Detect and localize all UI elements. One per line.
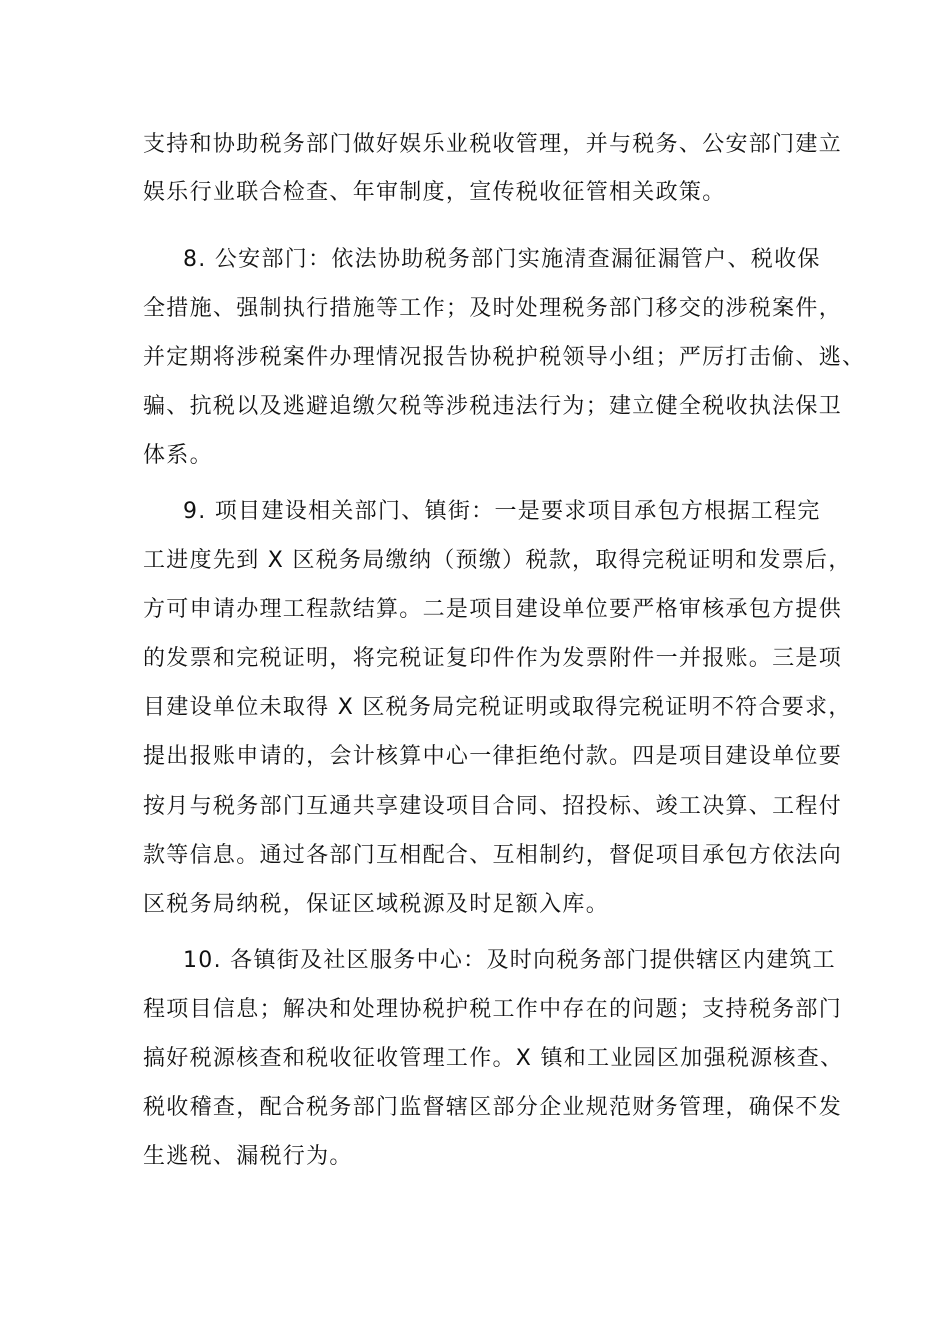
item-9-line-6: 提出报账申请的，会计核算中心一律拒绝付款。四是项目建设单位要 xyxy=(143,744,843,769)
item-10-line-3: 搞好税源核查和税收征收管理工作。X 镇和工业园区加强税源核查、 xyxy=(143,1046,844,1071)
item-10-line-5: 生逃税、漏税行为。 xyxy=(143,1144,353,1169)
paragraph-continuation-line-1: 支持和协助税务部门做好娱乐业税收管理，并与税务、公安部门建立 xyxy=(143,132,843,157)
item-8-line-5: 体系。 xyxy=(143,443,213,468)
paragraph-continuation-line-2: 娱乐行业联合检查、年审制度，宣传税收征管相关政策。 xyxy=(143,180,726,205)
item-9-line-3: 方可申请办理工程款结算。二是项目建设单位要严格审核承包方提供 xyxy=(143,597,843,622)
item-10-line-4: 税收稽查，配合税务部门监督辖区部分企业规范财务管理，确保不发 xyxy=(143,1095,843,1120)
item-8-line-3: 并定期将涉税案件办理情况报告协税护税领导小组；严厉打击偷、逃、 xyxy=(143,345,866,370)
item-9-line-4: 的发票和完税证明，将完税证复印件作为发票附件一并报账。三是项 xyxy=(143,646,843,671)
item-10-line-2: 程项目信息；解决和处理协税护税工作中存在的问题；支持税务部门 xyxy=(143,997,843,1022)
item-10-line-1: 10. 各镇街及社区服务中心：及时向税务部门提供辖区内建筑工 xyxy=(183,948,836,973)
item-8-line-4: 骗、抗税以及逃避追缴欠税等涉税违法行为；建立健全税收执法保卫 xyxy=(143,394,843,419)
item-9-line-5: 目建设单位未取得 X 区税务局完税证明或取得完税证明不符合要求， xyxy=(143,695,852,720)
item-9-line-8: 款等信息。通过各部门互相配合、互相制约，督促项目承包方依法向 xyxy=(143,843,843,868)
item-8-line-2: 全措施、强制执行措施等工作；及时处理税务部门移交的涉税案件， xyxy=(143,296,843,321)
item-9-line-7: 按月与税务部门互通共享建设项目合同、招投标、竣工决算、工程付 xyxy=(143,794,843,819)
item-9-line-2: 工进度先到 X 区税务局缴纳（预缴）税款，取得完税证明和发票后， xyxy=(143,548,852,573)
item-8-line-1: 8. 公安部门：依法协助税务部门实施清查漏征漏管户、税收保 xyxy=(183,247,821,272)
item-9-line-9: 区税务局纳税，保证区域税源及时足额入库。 xyxy=(143,892,610,917)
item-9-line-1: 9. 项目建设相关部门、镇街：一是要求项目承包方根据工程完 xyxy=(183,499,821,524)
